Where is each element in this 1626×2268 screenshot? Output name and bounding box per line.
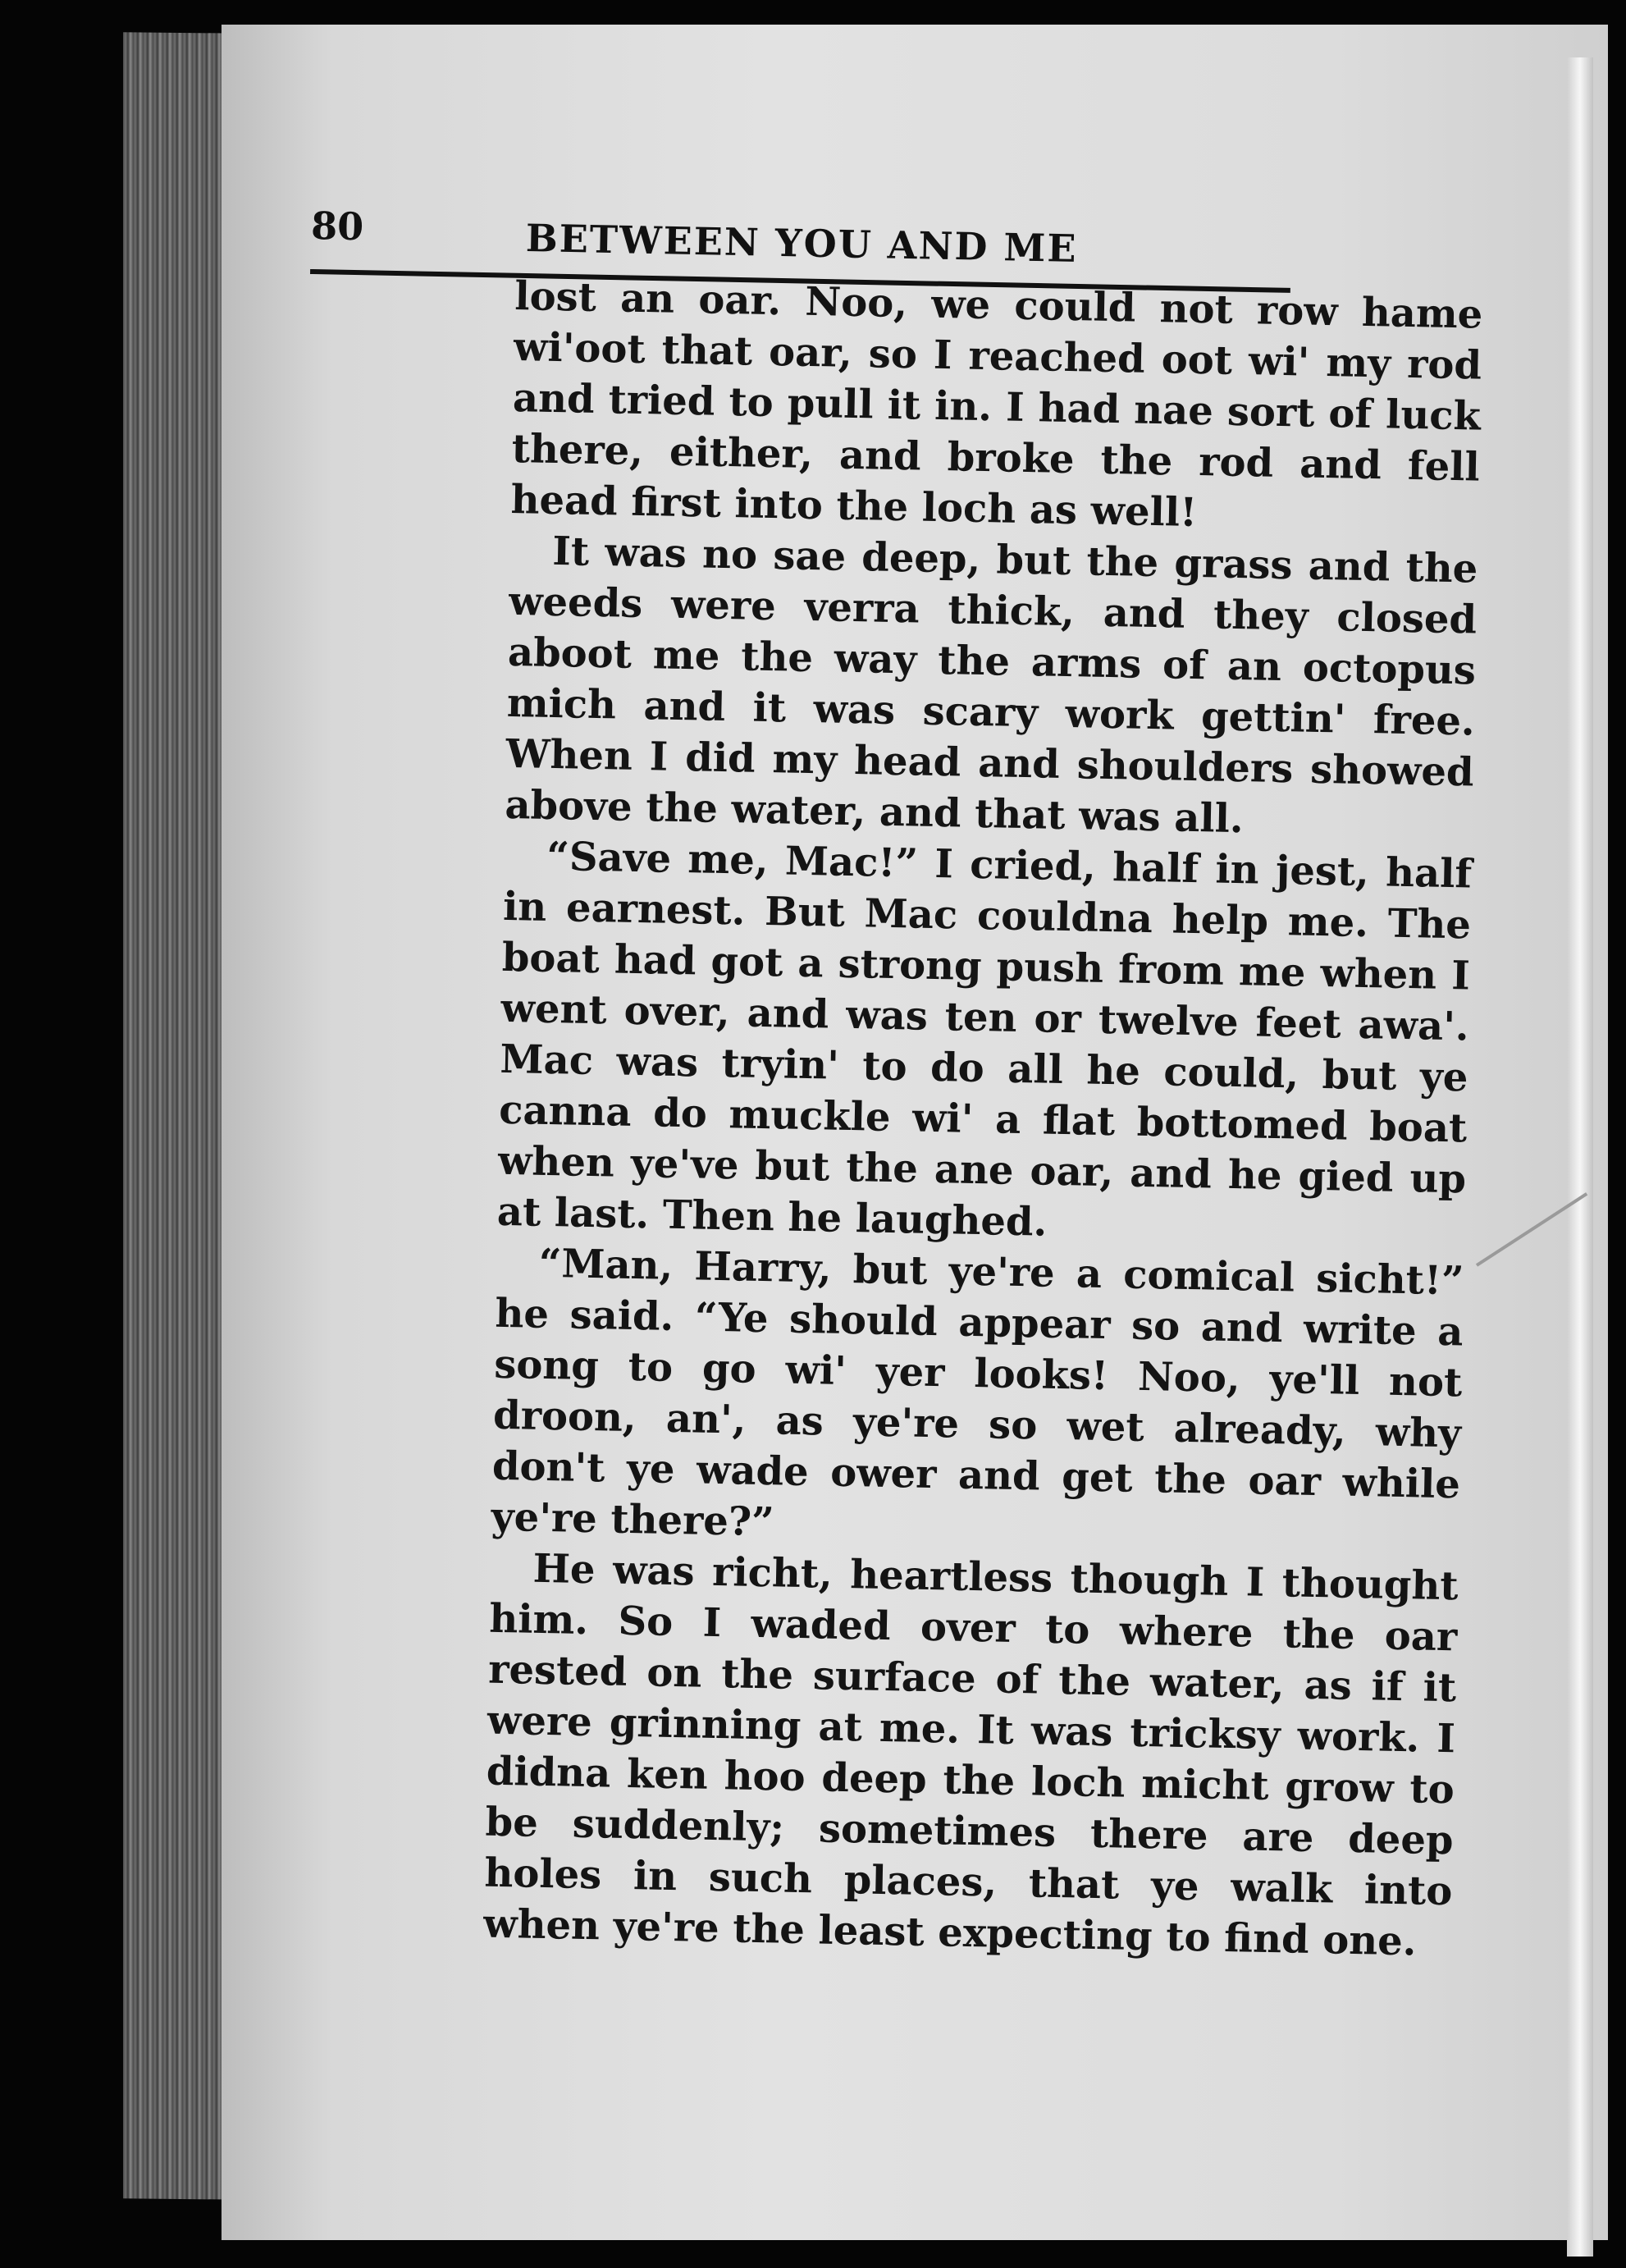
running-title: BETWEEN YOU AND ME <box>525 216 1078 271</box>
body-text <box>483 271 1483 1968</box>
paragraph: “Man, Harry, but ye're a comical sicht!” he said. “Ye should appear so and write a song to go wi' yer looks! Noo, ye'll not droon, an', as ye're so wet already, why don't ye wade ower and get the oar while ye're there?” <box>491 1240 1465 1546</box>
paragraph: He was richt, heartless though I thought him. So I waded over to where the oar rested on the surface of the water, as if it were grinning at me. It was tricksy work. I didna ken hoo deep the loch micht grow to be suddenly; sometimes there are deep holes in such places, that ye walk into when ye're the least expecting to find one. <box>482 1545 1459 1965</box>
paragraph: It was no sae deep, but the grass and the weeds were verra thick, and they closed aboot me the way the arms of an octopus mich and it was scary work gettin' free. When I did my head and shoulders showed above the water, and that was all. <box>504 528 1478 843</box>
page-right-edge <box>1567 57 1593 2257</box>
page-number: 80 <box>310 203 364 249</box>
paragraph: lost an oar. Noo, we could not row hame wi'oot that oar, so I reached oot wi' my rod and tried to pull it in. I had nae sort of luck there, either, and broke the rod and fell head first into the loch as well! <box>510 272 1483 537</box>
paragraph: “Save me, Mac!” I cried, half in jest, half in earnest. But Mac couldna help me. The boat had got a strong push from me when I went over, and was ten or twelve feet awa'. Mac was tryin' to do all he could, but ye canna do muckle wi' a flat bottomed boat when ye've but the ane oar, and he gied up at last. Then he laughed. <box>496 833 1473 1246</box>
